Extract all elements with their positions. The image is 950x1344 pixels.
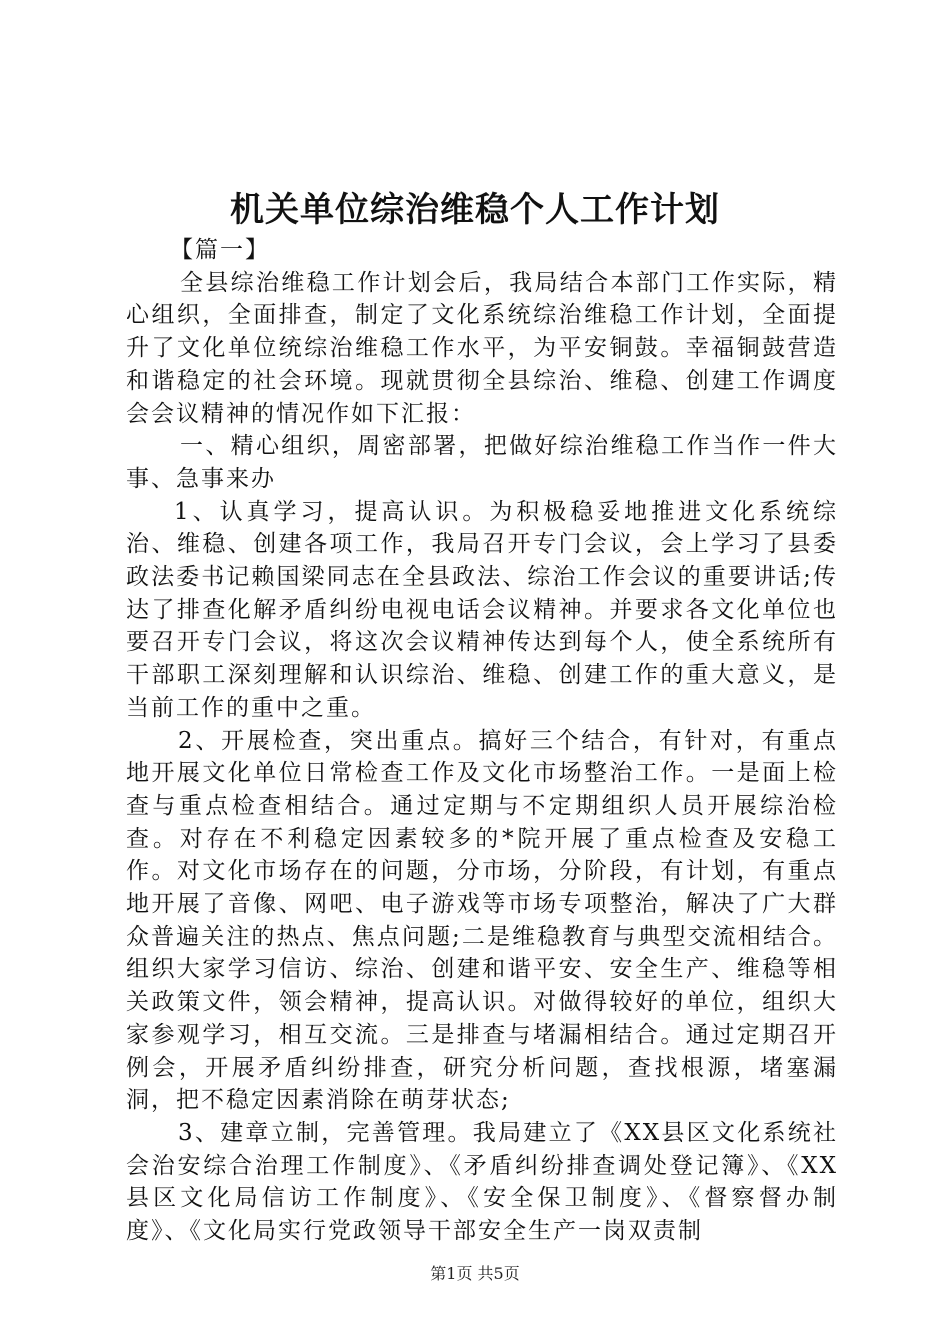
page-footer: 第1页 共5页 [430, 1264, 520, 1283]
paragraph-item-3: 3、建章立制，完善管理。我局建立了《XX县区文化系统社会治安综合治理工作制度》、《矛盾纠纷排查调处登记簿》、《XX县区文化局信访工作制度》、《安全保卫制度》、《督察督办制度》、《文化局实行党政领导干部安全生产一岗双责制 [126, 1119, 838, 1245]
document-body [126, 234, 838, 1248]
document-title: 机关单位综治维稳个人工作计划 [230, 190, 720, 230]
paragraph-heading-1: 一、精心组织，周密部署，把做好综治维稳工作当作一件大事、急事来办 [126, 433, 838, 492]
section-label: 【篇一】 [170, 237, 270, 263]
paragraph-item-2: 2、开展检查，突出重点。搞好三个结合，有针对，有重点地开展文化单位日常检查工作及文化市场整治工作。一是面上检查与重点检查相结合。通过定期与不定期组织人员开展综治检查。对存在不利稳定因素较多的*院开展了重点检查及安稳工作。对文化市场存在的问题，分市场，分阶段，有计划，有重点地开展了音像、网吧、电子游戏等市场专项整治，解决了广大群众普遍关注的热点、焦点问题;二是维稳教育与典型交流相结合。组织大家学习信访、综治、创建和谐平安、安全生产、维稳等相关政策文件，领会精神，提高认识。对做得较好的单位，组织大家参观学习，相互交流。三是排查与堵漏相结合。通过定期召开例会，开展矛盾纠纷排查，研究分析问题，查找根源，堵塞漏洞，把不稳定因素消除在萌芽状态; [126, 727, 838, 1114]
paragraph-intro: 全县综治维稳工作计划会后，我局结合本部门工作实际，精心组织，全面排查，制定了文化系统综治维稳工作计划，全面提升了文化单位统综治维稳工作水平，为平安铜鼓。幸福铜鼓营造和谐稳定的社会环境。现就贯彻全县综治、维稳、创建工作调度会会议精神的情况作如下汇报： [126, 269, 838, 427]
paragraph-item-1: 1、认真学习，提高认识。为积极稳妥地推进文化系统综治、维稳、创建各项工作，我局召开专门会议，会上学习了县委政法委书记赖国梁同志在全县政法、综治工作会议的重要讲话;传达了排查化解矛盾纠纷电视电话会议精神。并要求各文化单位也要召开专门会议，将这次会议精神传达到每个人，使全系统所有干部职工深刻理解和认识综治、维稳、创建工作的重大意义，是当前工作的重中之重。 [126, 498, 838, 721]
